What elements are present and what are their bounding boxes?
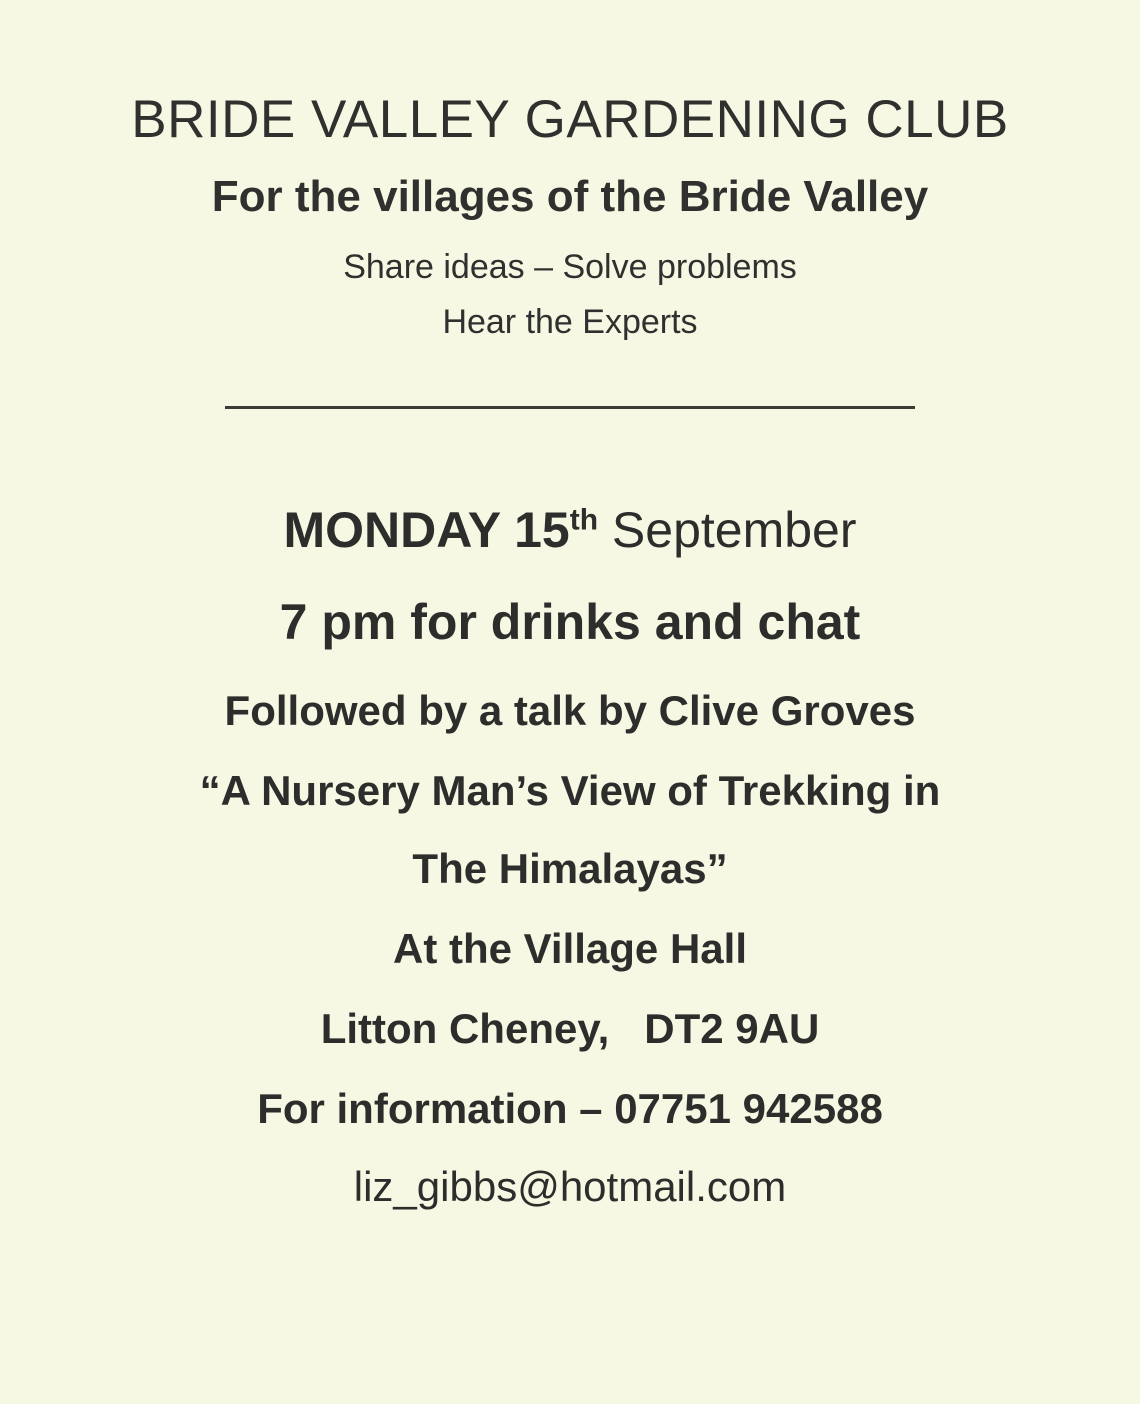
poster-subtitle: For the villages of the Bride Valley bbox=[211, 171, 929, 221]
event-date-month: September bbox=[598, 501, 857, 558]
poster-tagline-hear-experts: Hear the Experts bbox=[442, 302, 698, 341]
event-talk-title-line-2: The Himalayas” bbox=[412, 844, 728, 892]
event-address: Litton Cheney, DT2 9AU bbox=[320, 1004, 820, 1052]
poster-tagline-share-ideas: Share ideas – Solve problems bbox=[343, 247, 797, 286]
page-title: BRIDE VALLEY GARDENING CLUB bbox=[131, 90, 1009, 149]
event-time: 7 pm for drinks and chat bbox=[279, 593, 861, 650]
event-date-ordinal: th bbox=[569, 502, 599, 536]
divider bbox=[225, 406, 915, 409]
contact-email: liz_gibbs@hotmail.com bbox=[353, 1162, 787, 1210]
event-speaker: Followed by a talk by Clive Groves bbox=[224, 686, 916, 734]
event-talk-title-line-1: “A Nursery Man’s View of Trekking in bbox=[199, 766, 941, 814]
event-venue: At the Village Hall bbox=[393, 924, 747, 972]
contact-phone: For information – 07751 942588 bbox=[257, 1084, 883, 1132]
event-details bbox=[90, 501, 1050, 1211]
event-date bbox=[90, 501, 1050, 559]
event-date-day: MONDAY 15 bbox=[283, 501, 570, 558]
